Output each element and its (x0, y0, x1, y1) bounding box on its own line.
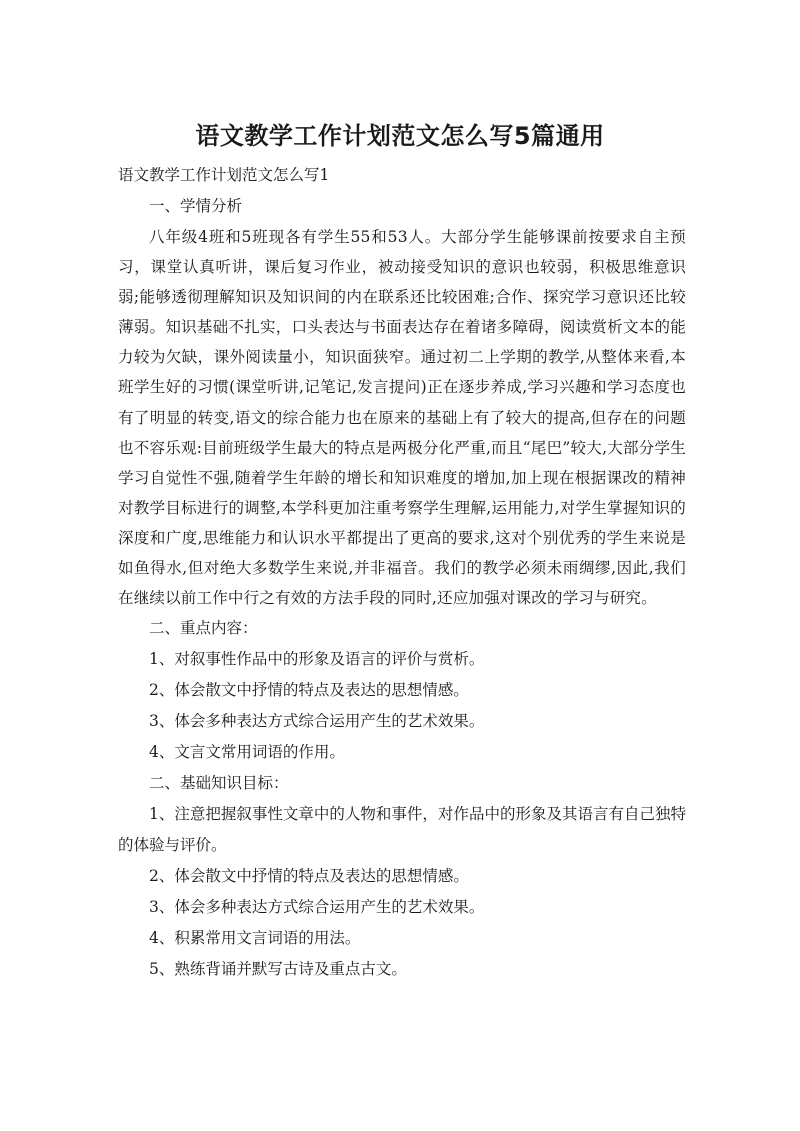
document-body (118, 160, 686, 985)
section3-item-2: 2、体会散文中抒情的特点及表达的思想情感。 (149, 867, 469, 886)
section3-item-5: 5、熟练背诵并默写古诗及重点古文。 (149, 960, 407, 979)
section1-paragraph: 八年级4班和5班现各有学生55和53人。大部分学生能够课前按要求自主预习，课堂认真听讲，课后复习作业，被动接受知识的意识也较弱，积极思维意识弱;能够透彻理解知识及知识间的内在联系还比较困难;合作、探究学习意识还比较薄弱。知识基础不扎实，口头表达与书面表达存在着诸多障碍，阅读赏析文本的能力较为欠缺，课外阅读量小，知识面狭窄。通过初二上学期的教学,从整体来看,本班学生好的习惯(课堂听讲,记笔记,发言提问)正在逐步养成,学习兴趣和学习态度也有了明显的转变,语文的综合能力也在原来的基础上有了较大的提高,但存在的问题也不容乐观:目前班级学生最大的特点是两极分化严重,而且“尾巴”较大,大部分学生学习自觉性不强,随着学生年龄的增长和知识难度的增加,加上现在根据课改的精神对教学目标进行的调整,本学科更加注重考察学生理解,运用能力,对学生掌握知识的深度和广度,思维能力和认识水平都提出了更高的要求,这对个别优秀的学生来说是如鱼得水,但对绝大多数学生来说,并非福音。我们的教学必须未雨绸缪,因此,我们在继续以前工作中行之有效的方法手段的同时,还应加强对课改的学习与研究。 (118, 228, 686, 608)
section3-heading: 二、基础知识目标： (149, 774, 289, 793)
document-title: 语文教学工作计划范文怎么写5篇通用 (195, 122, 605, 150)
section2-item-2: 2、体会散文中抒情的特点及表达的思想情感。 (149, 681, 469, 700)
section3-item-1: 1、注意把握叙事性文章中的人物和事件，对作品中的形象及其语言有自己独特的体验与评价。 (118, 805, 686, 855)
subtitle: 语文教学工作计划范文怎么写1 (118, 166, 330, 184)
section3-item-4: 4、积累常用文言词语的用法。 (149, 929, 361, 948)
section2-item-4: 4、文言文常用词语的作用。 (149, 743, 345, 762)
section3-item-3: 3、体会多种表达方式综合运用产生的艺术效果。 (149, 898, 485, 917)
section2-item-1: 1、对叙事性作品中的形象及语言的评价与赏析。 (149, 650, 485, 669)
section1-heading: 一、学情分析 (149, 197, 243, 215)
section2-item-3: 3、体会多种表达方式综合运用产生的艺术效果。 (149, 712, 485, 731)
section2-heading: 二、重点内容： (149, 619, 258, 638)
